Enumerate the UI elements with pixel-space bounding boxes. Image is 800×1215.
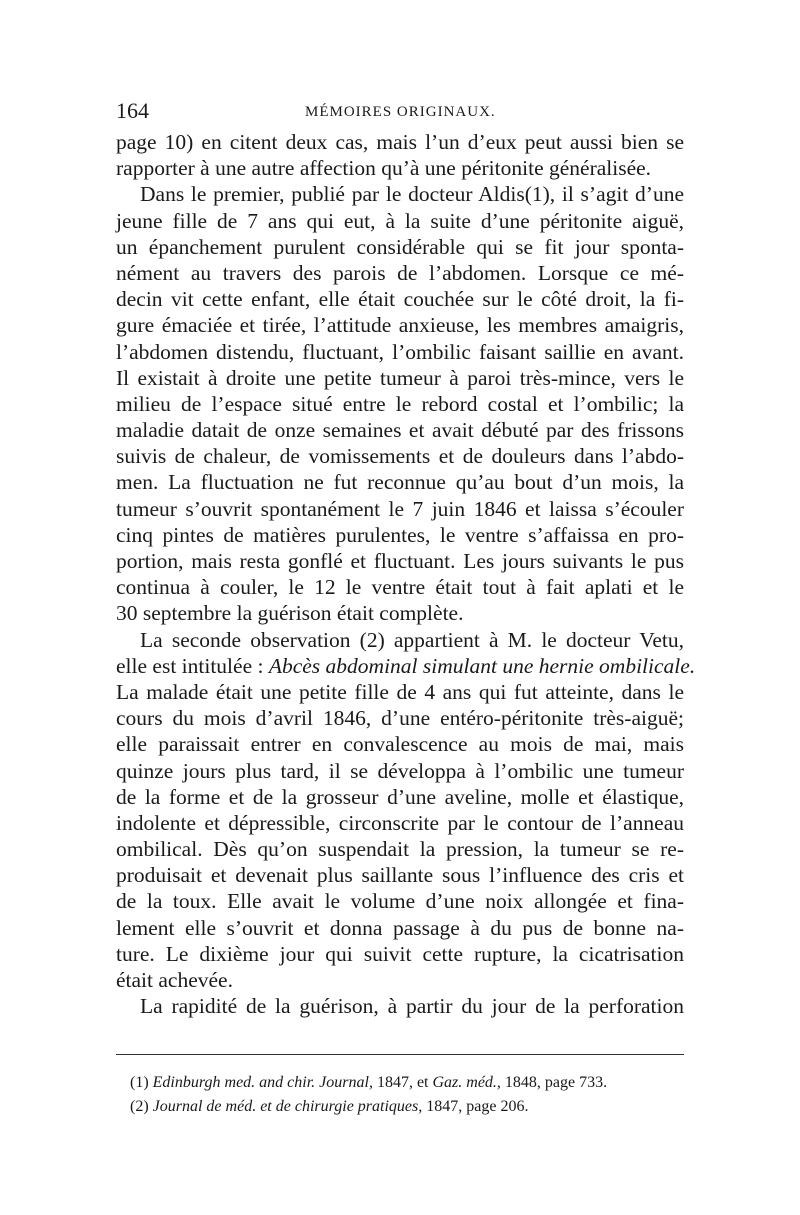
text-line: tumeur s’ouvrit spontanément le 7 juin 1846 et laissa s’écouler	[116, 496, 684, 521]
text-line: La malade était une petite fille de 4 ans qui fut atteinte, dans le	[116, 679, 684, 704]
text-line: decin vit cette enfant, elle était couchée sur le côté droit, la fi-	[116, 287, 684, 312]
text-line-roman: elle est intitulée :	[116, 653, 269, 678]
text-line: continua à couler, le 12 le ventre était tout à fait aplati et le	[116, 575, 684, 600]
text-line: produisait et devenait plus saillante sous l’influence des cris et	[116, 863, 684, 888]
body-text	[116, 129, 696, 1019]
running-head: MÉMOIRES ORIGINAUX.	[305, 104, 496, 120]
text-line: l’abdomen distendu, fluctuant, l’ombilic faisant saillie en avant.	[116, 339, 684, 364]
footnote-italic: Journal de méd. et de chirurgie pratiques,	[152, 1098, 423, 1115]
footnote-num: (1)	[130, 1074, 153, 1091]
text-line: jeune fille de 7 ans qui eut, à la suite d’une péritonite aiguë,	[116, 208, 684, 233]
text-line: suivis de chaleur, de vomissements et de douleurs dans l’abdo-	[116, 444, 684, 469]
text-line: maladie datait de onze semaines et avait débuté par des frissons	[116, 418, 684, 443]
footnotes	[130, 1071, 690, 1119]
text-line: cinq pintes de matières purulentes, le ventre s’affaissa en pro-	[116, 522, 684, 547]
text-line: ture. Le dixième jour qui suivit cette rupture, la cicatrisation	[116, 941, 684, 966]
text-line: rapporter à une autre affection qu’à une péritonite généralisée.	[116, 156, 652, 181]
text-line: un épanchement purulent considérable qui se fit jour sponta-	[116, 234, 684, 259]
footnote	[130, 1071, 690, 1095]
text-line: ombilical. Dès qu’on suspendait la pression, la tumeur se re-	[116, 837, 684, 862]
text-line: men. La fluctuation ne fut reconnue qu’au bout d’un mois, la	[116, 470, 684, 495]
text-line: indolente et dépressible, circonscrite par le contour de l’anneau	[116, 810, 684, 835]
text-line: La rapidité de la guérison, à partir du jour de la perforation	[140, 994, 684, 1019]
footnote-roman2: 1848, page 733.	[500, 1074, 608, 1091]
text-line: de la toux. Elle avait le volume d’une noix allongée et fina-	[116, 889, 684, 914]
footnote	[130, 1095, 690, 1119]
text-line-italic: Abcès abdominal simulant une hernie ombilicale.	[268, 653, 696, 678]
text-line: lement elle s’ouvrit et donna passage à du pus de bonne na-	[116, 915, 684, 940]
text-line: 30 septembre la guérison était complète.	[116, 601, 464, 626]
text-line: de la forme et de la grosseur d’une aveline, molle et élastique,	[116, 784, 684, 809]
footnote-roman: 1847, page 206.	[422, 1098, 529, 1115]
page-number: 164	[116, 98, 149, 123]
text-line: était achevée.	[116, 968, 233, 992]
footnote-rule	[116, 1054, 684, 1055]
text-line: Dans le premier, publié par le docteur Aldis(1), il s’agit d’une	[140, 182, 684, 207]
text-line: portion, mais resta gonflé et fluctuant. Les jours suivants le pus	[116, 549, 684, 573]
footnote-roman: 1847, et	[372, 1074, 433, 1091]
text-line: La seconde observation (2) appartient à M. le docteur Vetu,	[140, 627, 684, 652]
text-line: cours du mois d’avril 1846, d’une entéro-péritonite très-aiguë;	[116, 706, 684, 731]
footnote-italic2: Gaz. méd.,	[432, 1074, 501, 1091]
text-line: elle paraissait entrer en convalescence au mois de mai, mais	[116, 732, 684, 757]
footnote-num: (2)	[130, 1098, 153, 1115]
text-line: page 10) en citent deux cas, mais l’un d’eux peut aussi bien se	[116, 130, 684, 154]
text-line: nément au travers des parois de l’abdomen. Lorsque ce mé-	[116, 260, 684, 285]
text-line: quinze jours plus tard, il se développa à l’ombilic une tumeur	[116, 758, 684, 783]
footnote-italic: Edinburgh med. and chir. Journal,	[152, 1074, 373, 1091]
text-line: Il existait à droite une petite tumeur à paroi très-mince, vers le	[116, 365, 684, 390]
text-line: milieu de l’espace situé entre le rebord costal et l’ombilic; la	[116, 391, 684, 416]
text-line	[116, 653, 696, 679]
text-line: gure émaciée et tirée, l’attitude anxieuse, les membres amaigris,	[116, 313, 684, 338]
